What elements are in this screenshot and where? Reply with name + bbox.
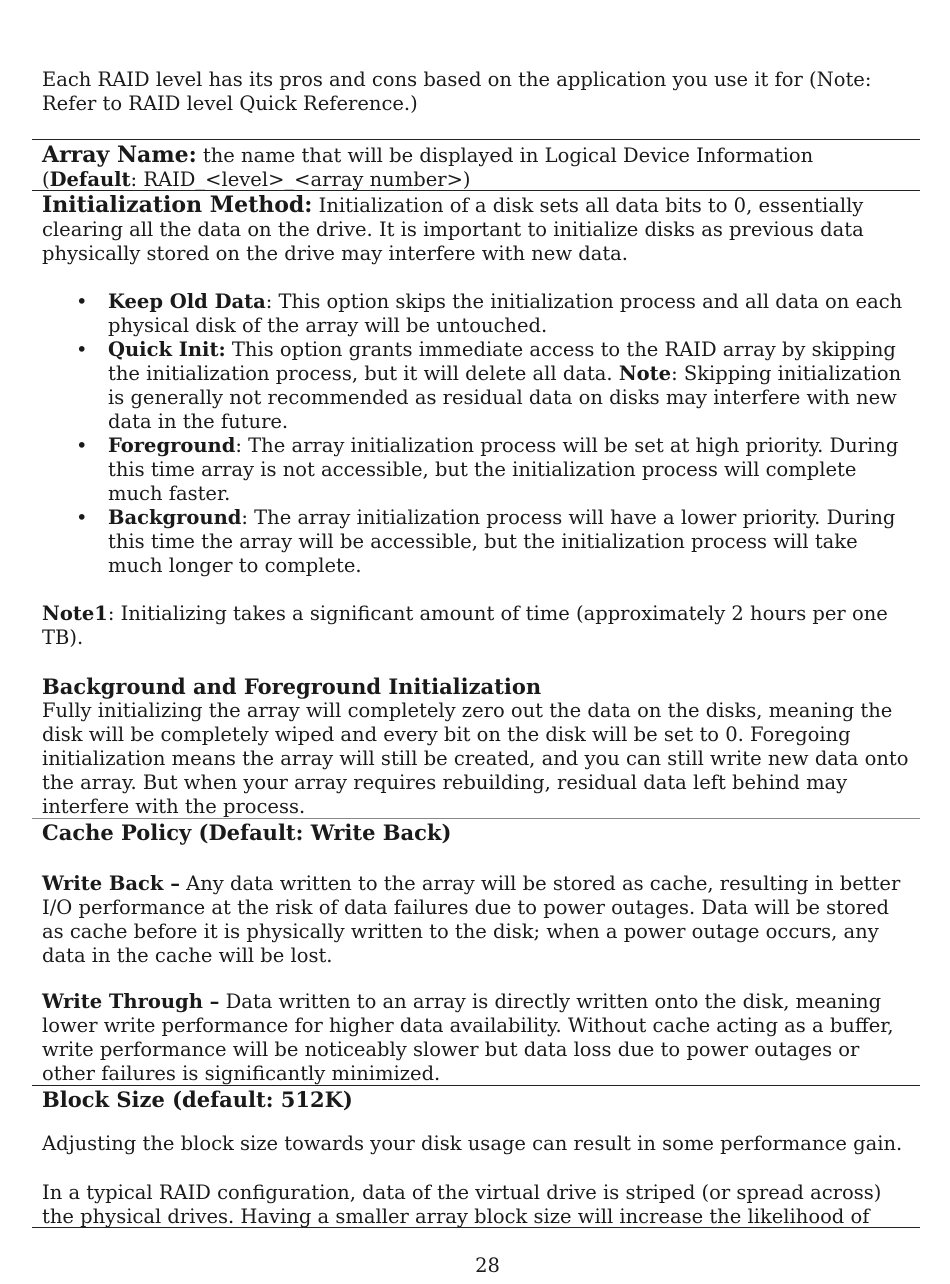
list-item — [42, 434, 912, 506]
array-name-default-value: : RAID_<level>_<array number>) — [130, 168, 471, 191]
cache-policy-heading: Cache Policy (Default: Write Back) — [42, 820, 452, 845]
write-back-paragraph — [42, 872, 912, 968]
option-label: Background — [108, 506, 242, 529]
array-name-default-label: Default — [49, 168, 131, 191]
section-divider — [32, 190, 920, 191]
block-size-text-1: Adjusting the block size towards your disk usage can result in some performance gain. — [42, 1132, 903, 1155]
write-through-label: Write Through – — [42, 990, 220, 1013]
note1-paragraph — [42, 602, 912, 650]
block-size-paragraph-2 — [42, 1181, 912, 1229]
option-note-text: : Skipping initialization is generally not recommended as residual data on disks may interfere with new data in the future. — [108, 362, 902, 433]
array-name-paragraph — [42, 143, 912, 192]
array-name-label: Array Name: — [42, 142, 197, 168]
section-divider — [32, 139, 920, 140]
write-through-text: Data written to an array is directly written onto the disk, meaning lower write performance for higher data availability. Without cache acting as a buffer, write performance will be noticeably slower but data loss due to power outages or other failures is significantly minimized. — [42, 990, 894, 1085]
list-item — [42, 506, 912, 578]
write-through-paragraph — [42, 990, 912, 1086]
note1-text: : Initializing takes a significant amount of time (approximately 2 hours per one TB). — [42, 602, 888, 649]
option-text: This option grants immediate access to the RAID array by skipping the initialization process, but it will delete all data. — [108, 338, 896, 385]
bg-fg-init-text: Fully initializing the array will completely zero out the data on the disks, meaning the disk will be completely wiped and every bit on the disk will be set to 0. Foregoing initialization means the array will still be created, and you can still write new data onto the array. But when your array requires rebuilding, residual data left behind may interfere with the process. — [42, 699, 909, 818]
note1-label: Note1 — [42, 602, 108, 625]
init-method-label: Initialization Method: — [42, 192, 313, 218]
bullet-icon: • — [76, 506, 88, 529]
option-text: : The array initialization process will be set at high priority. During this time array is not accessible, but the initialization process will complete much faster. — [108, 434, 899, 505]
option-label: Quick Init: — [108, 338, 226, 361]
init-options-list — [42, 290, 912, 578]
bullet-icon: • — [76, 434, 88, 457]
option-note-label: Note — [618, 362, 672, 385]
option-label: Keep Old Data — [108, 290, 266, 313]
option-label: Foreground — [108, 434, 236, 457]
list-item — [42, 290, 912, 338]
block-size-heading: Block Size (default: 512K) — [42, 1087, 353, 1112]
bullet-icon: • — [76, 338, 88, 361]
write-back-label: Write Back – — [42, 872, 180, 895]
intro-paragraph — [42, 68, 912, 116]
option-text: : The array initialization process will have a lower priority. During this time the array will be accessible, but the initialization process will take much longer to complete. — [108, 506, 896, 577]
write-back-text: Any data written to the array will be stored as cache, resulting in better I/O performance at the risk of data failures due to power outages. Data will be stored as cache before it is physically written to the disk; when a power outage occurs, any data in the cache will be lost. — [42, 872, 901, 967]
section-divider — [32, 818, 920, 819]
bullet-icon: • — [76, 290, 88, 313]
bg-fg-init-paragraph — [42, 699, 912, 819]
intro-text: Each RAID level has its pros and cons based on the application you use it for (Note: Refer to RAID level Quick Reference.) — [42, 68, 872, 115]
option-text: : This option skips the initialization process and all data on each physical disk of the array will be untouched. — [108, 290, 903, 337]
bg-fg-init-heading: Background and Foreground Initialization — [42, 674, 542, 699]
block-size-text-2: In a typical RAID configuration, data of the virtual drive is striped (or spread across) the physical drives. Having a smaller array block size will increase the likelihood of — [42, 1181, 882, 1228]
list-item — [42, 338, 912, 434]
init-method-text: Initialization of a disk sets all data bits to 0, essentially clearing all the data on the drive. It is important to initialize disks as previous data physically stored on the drive may interfere with new data. — [42, 194, 864, 265]
init-method-paragraph — [42, 193, 912, 266]
section-divider — [32, 1227, 920, 1228]
page-number: 28 — [475, 1254, 500, 1277]
section-divider — [32, 1085, 920, 1086]
array-name-text: the name that will be displayed in Logical Device Information ( — [42, 144, 814, 191]
block-size-paragraph-1 — [42, 1132, 912, 1156]
